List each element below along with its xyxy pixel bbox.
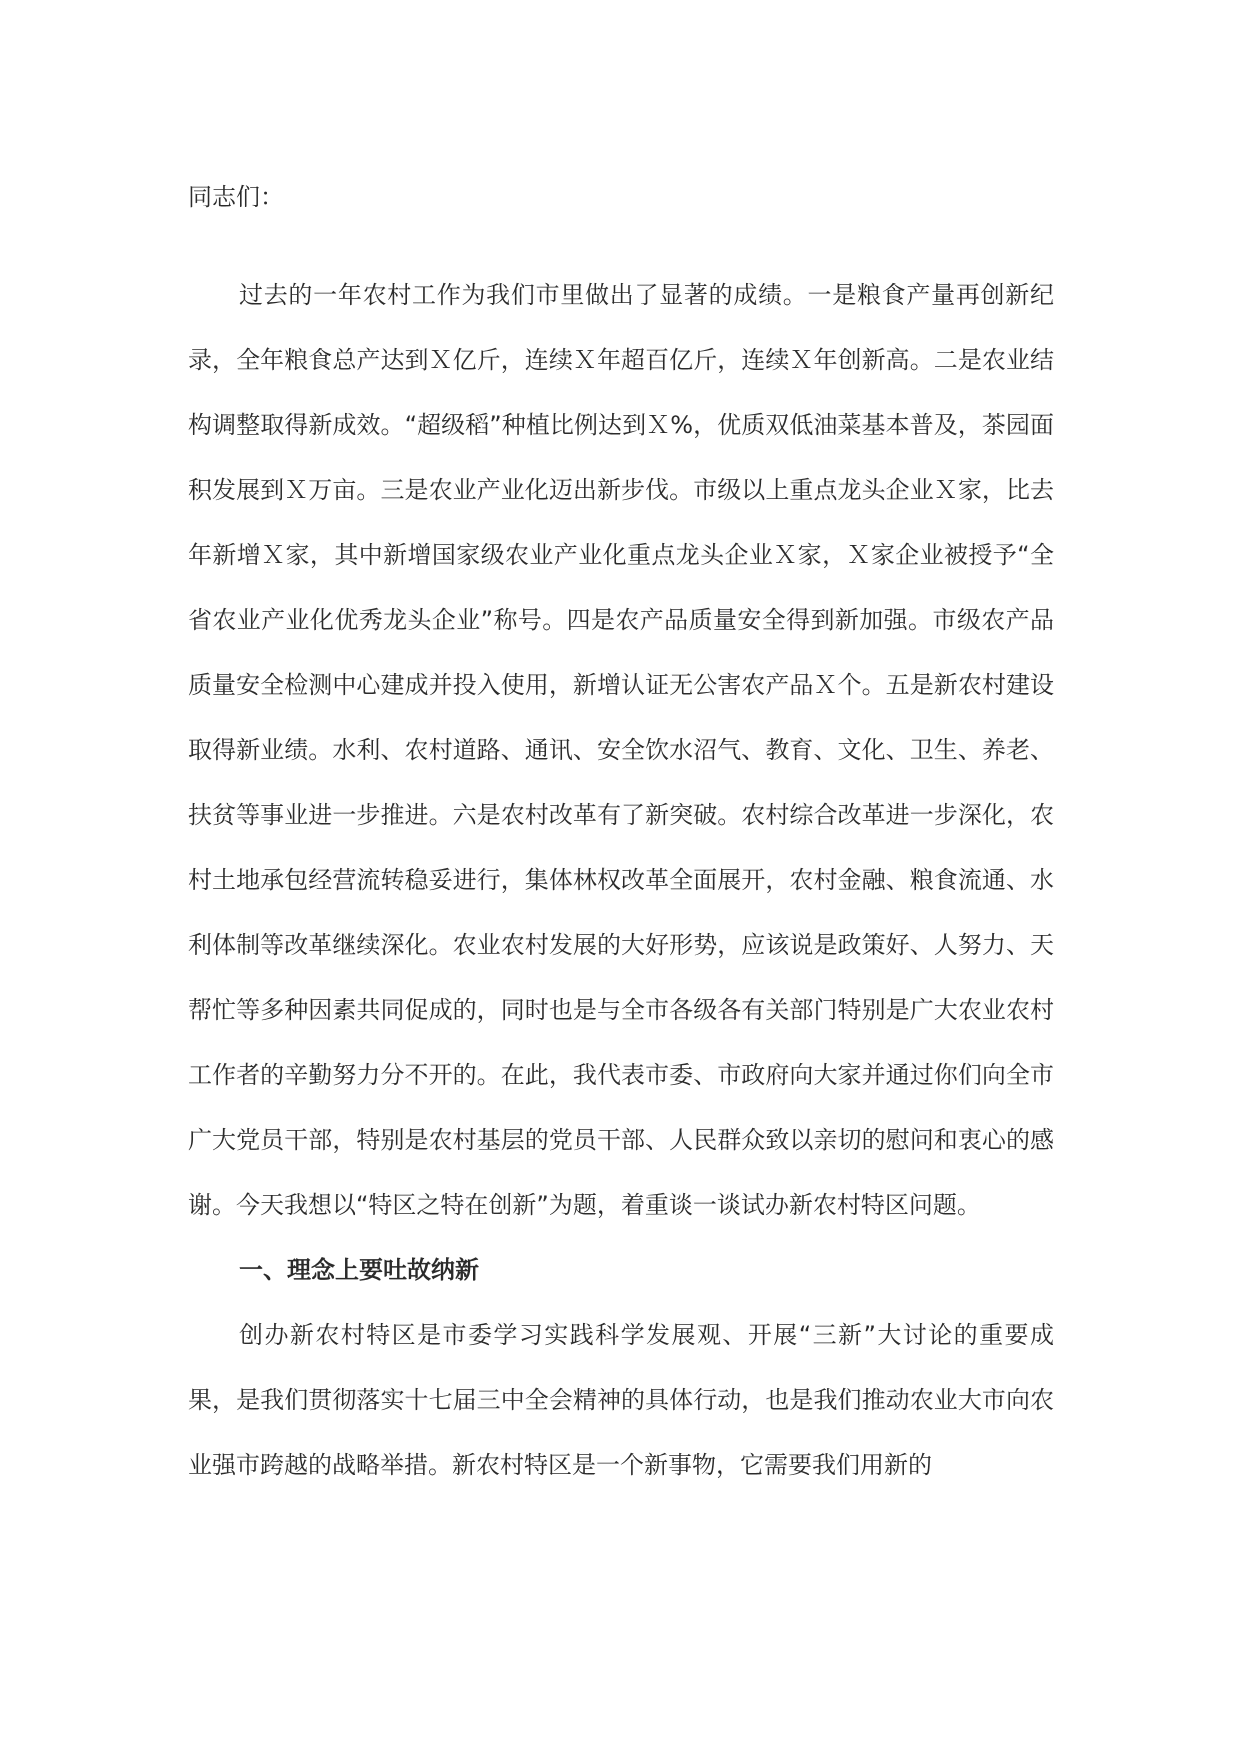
section-paragraph: 创办新农村特区是市委学习实践科学发展观、开展“三新”大讨论的重要成果，是我们贯彻落实十七届三中全会精神的具体行动，也是我们推动农业大市向农业强市跨越的战略举措。新农村特区是一个新事物，它需要我们用新的 [188,1321,1054,1479]
salutation: 同志们： [188,183,284,211]
intro-paragraph: 过去的一年农村工作为我们市里做出了显著的成绩。一是粮食产量再创新纪录，全年粮食总产达到Ｘ亿斤，连续Ｘ年超百亿斤，连续Ｘ年创新高。二是农业结构调整取得新成效。“超级稻”种植比例达到Ｘ%，优质双低油菜基本普及，茶园面积发展到Ｘ万亩。三是农业产业化迈出新步伐。市级以上重点龙头企业Ｘ家，比去年新增Ｘ家，其中新增国家级农业产业化重点龙头企业Ｘ家，Ｘ家企业被授予“全省农业产业化优秀龙头企业”称号。四是农产品质量安全得到新加强。市级农产品质量安全检测中心建成并投入使用，新增认证无公害农产品Ｘ个。五是新农村建设取得新业绩。水利、农村道路、通讯、安全饮水沼气、教育、文化、卫生、养老、扶贫等事业进一步推进。六是农村改革有了新突破。农村综合改革进一步深化，农村土地承包经营流转稳妥进行，集体林权改革全面展开，农村金融、粮食流通、水利体制等改革继续深化。农业农村发展的大好形势，应该说是政策好、人努力、天帮忙等多种因素共同促成的，同时也是与全市各级各有关部门特别是广大农业农村工作者的辛勤努力分不开的。在此，我代表市委、市政府向大家并通过你们向全市广大党员干部，特别是农村基层的党员干部、人民群众致以亲切的慰问和衷心的感谢。今天我想以“特区之特在创新”为题，着重谈一谈试办新农村特区问题。 [188,281,1054,1219]
document-body [188,176,1054,1498]
section-heading: 一、理念上要吐故纳新 [239,1256,479,1284]
